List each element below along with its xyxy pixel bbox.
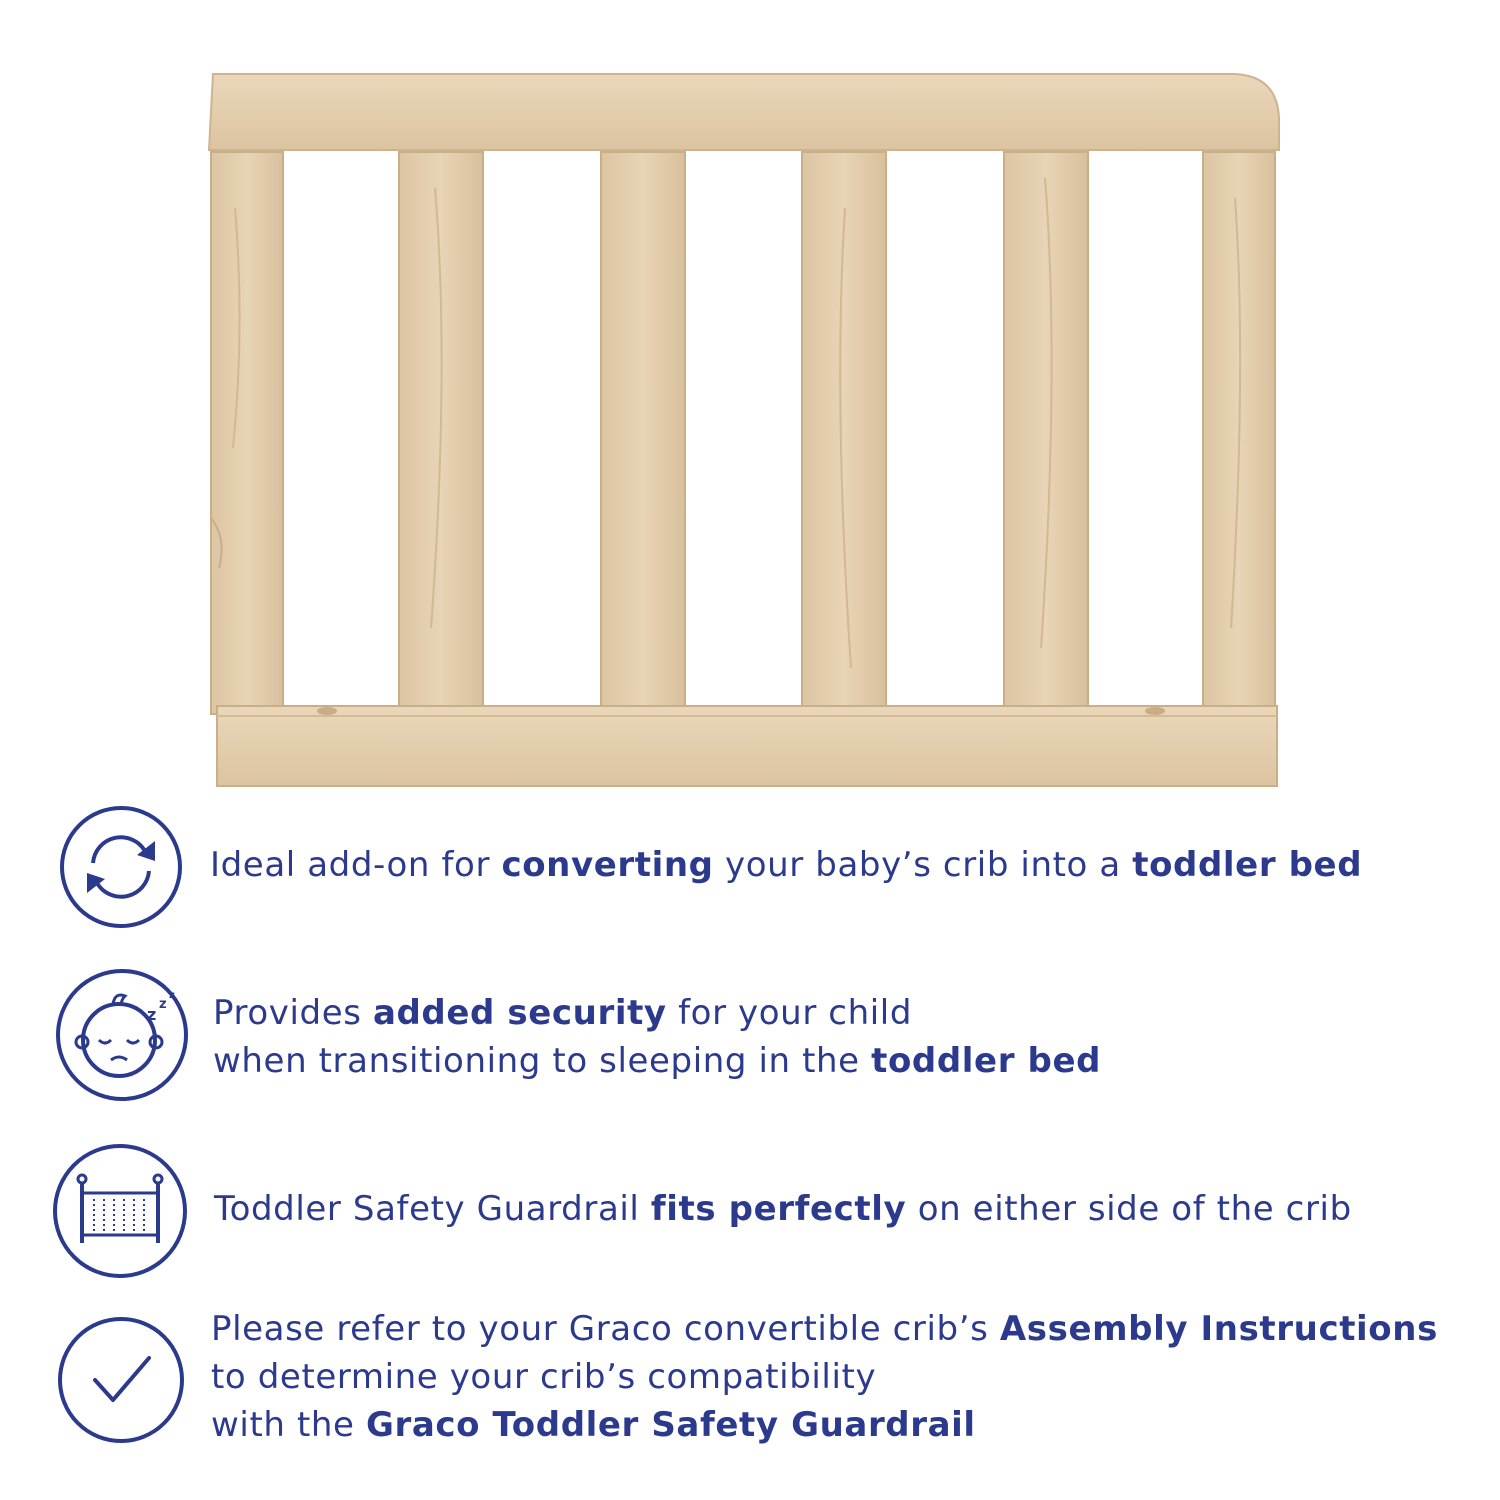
feature-text-compatibility <box>211 1305 1438 1449</box>
feature-text-fits <box>214 1185 1352 1233</box>
checkmark-icon <box>57 1316 185 1444</box>
feature-line <box>211 1401 1438 1449</box>
text-run: on either side of the crib <box>906 1189 1352 1229</box>
feature-line <box>210 841 1362 889</box>
feature-line <box>211 1305 1438 1353</box>
feature-line <box>211 1353 1438 1401</box>
text-run: for your child <box>666 993 913 1033</box>
text-run-bold: fits perfectly <box>650 1189 907 1229</box>
text-run-bold: converting <box>501 845 714 885</box>
sleeping-baby-icon <box>55 968 189 1102</box>
text-run-bold: toddler bed <box>1132 845 1363 885</box>
rotate-arrows-icon <box>59 805 183 929</box>
feature-text-converting <box>210 841 1362 889</box>
feature-line <box>213 989 1101 1037</box>
text-run-bold: Assembly Instructions <box>999 1309 1438 1349</box>
svg-text:z: z <box>169 990 175 1001</box>
svg-text:z: z <box>159 997 167 1012</box>
svg-text:z: z <box>147 1005 157 1024</box>
text-run: Please refer to your Graco convertible crib’s <box>211 1309 1000 1349</box>
crib-icon <box>52 1143 188 1279</box>
text-run: with the <box>211 1405 366 1445</box>
text-run: Toddler Safety Guardrail <box>214 1189 651 1229</box>
feature-text-security <box>213 989 1101 1085</box>
text-run: your baby’s crib into a <box>713 845 1133 885</box>
feature-line <box>214 1185 1352 1233</box>
text-run: to determine your crib’s compatibility <box>211 1357 877 1397</box>
text-run: when transitioning to sleeping in the <box>213 1041 872 1081</box>
text-run: Ideal add-on for <box>210 845 502 885</box>
text-run-bold: Graco Toddler Safety Guardrail <box>365 1405 976 1445</box>
text-run: Provides <box>213 993 373 1033</box>
feature-line <box>213 1037 1101 1085</box>
text-run-bold: toddler bed <box>871 1041 1102 1081</box>
text-run-bold: added security <box>372 993 667 1033</box>
